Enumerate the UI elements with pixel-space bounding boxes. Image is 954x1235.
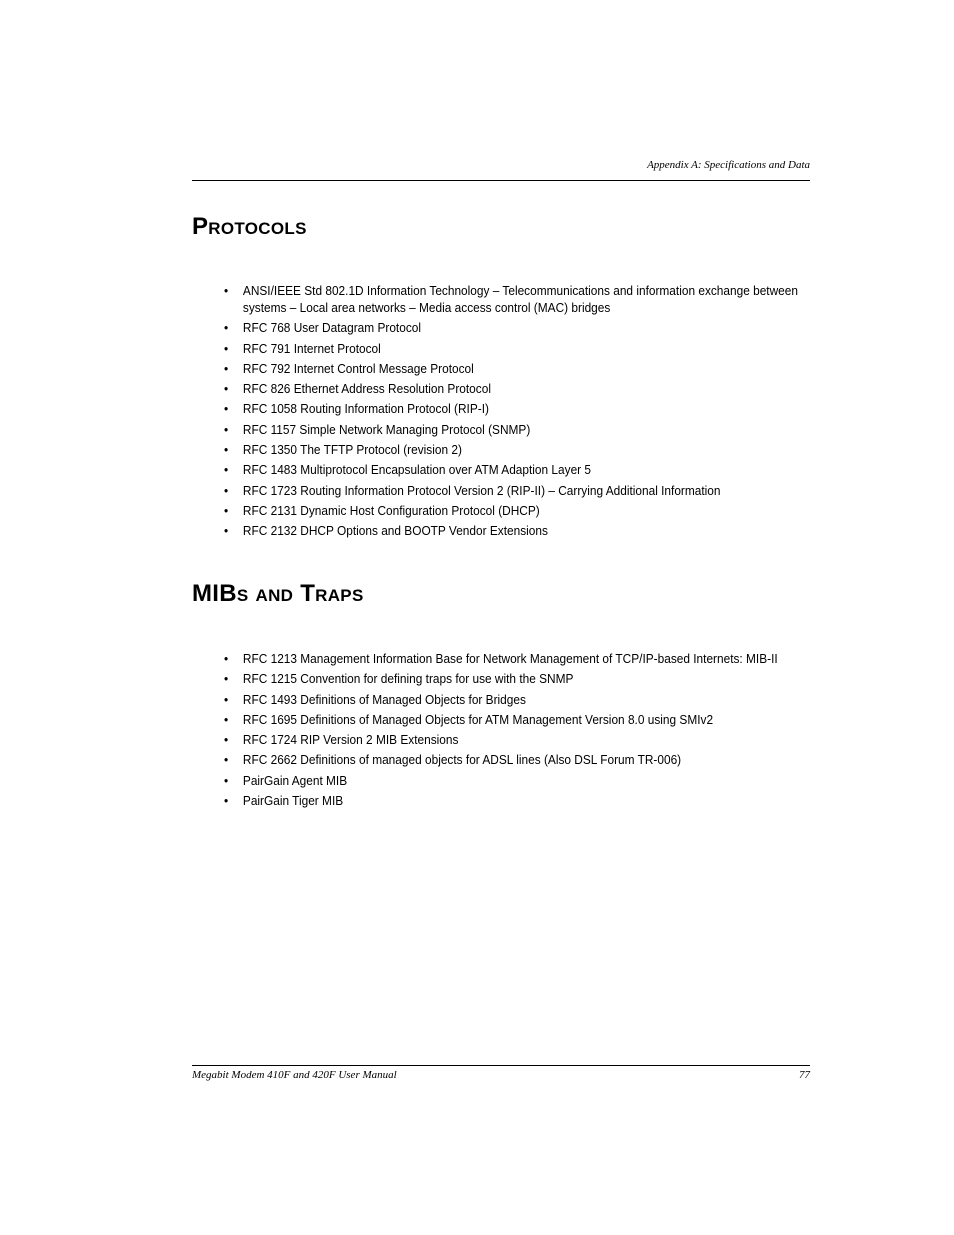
list-item-text: RFC 1723 Routing Information Protocol Version 2 (RIP-II) – Carrying Additional Information bbox=[242, 482, 721, 498]
list-item-text: RFC 2132 DHCP Options and BOOTP Vendor Extensions bbox=[242, 523, 548, 539]
list-item bbox=[224, 380, 809, 397]
bullet-icon: • bbox=[224, 401, 229, 417]
list-item-text: RFC 2662 Definitions of managed objects for ADSL lines (Also DSL Forum TR-006) bbox=[242, 752, 682, 768]
list-item-text: PairGain Agent MIB bbox=[242, 772, 348, 788]
list-item-text: PairGain Tiger MIB bbox=[242, 793, 344, 809]
list-item-text: RFC 2131 Dynamic Host Configuration Protocol (DHCP) bbox=[242, 502, 540, 518]
running-header: Appendix A: Specifications and Data bbox=[647, 159, 810, 171]
list-item-text: RFC 1493 Definitions of Managed Objects for Bridges bbox=[242, 691, 526, 707]
list-item-text: RFC 826 Ethernet Address Resolution Protocol bbox=[242, 381, 491, 397]
bullet-icon: • bbox=[224, 442, 229, 458]
list-item-text: RFC 1483 Multiprotocol Encapsulation over ATM Adaption Layer 5 bbox=[242, 462, 592, 478]
list-item-text: RFC 792 Internet Control Message Protocol bbox=[242, 360, 474, 376]
list-item bbox=[224, 731, 809, 748]
list-item bbox=[224, 650, 809, 667]
list-item bbox=[224, 360, 809, 377]
section-title-mibs-and-traps: MIBs and Traps bbox=[192, 580, 364, 607]
list-item bbox=[224, 522, 809, 539]
header-divider bbox=[192, 180, 810, 181]
list-item-text: RFC 768 User Datagram Protocol bbox=[242, 320, 422, 336]
bullet-icon: • bbox=[224, 360, 229, 376]
list-item-text: RFC 791 Internet Protocol bbox=[242, 340, 381, 356]
bullet-icon: • bbox=[224, 283, 229, 298]
bullet-icon: • bbox=[224, 752, 229, 768]
footer-divider bbox=[192, 1065, 810, 1066]
list-item-text: RFC 1213 Management Information Base for Network Management of TCP/IP-based Internets: MIB-II bbox=[242, 651, 778, 666]
bullet-icon: • bbox=[224, 691, 229, 707]
section-title-protocols: Protocols bbox=[192, 213, 307, 240]
bullet-icon: • bbox=[224, 421, 229, 437]
list-item bbox=[224, 711, 809, 728]
mibs-list bbox=[224, 650, 809, 812]
list-item bbox=[224, 421, 809, 438]
bullet-icon: • bbox=[224, 772, 229, 788]
list-item bbox=[224, 502, 809, 519]
bullet-icon: • bbox=[224, 671, 229, 687]
list-item bbox=[224, 792, 809, 809]
bullet-icon: • bbox=[224, 651, 229, 666]
list-item-text: RFC 1724 RIP Version 2 MIB Extensions bbox=[242, 732, 459, 748]
bullet-icon: • bbox=[224, 502, 229, 518]
list-item bbox=[224, 691, 809, 708]
list-item-text: RFC 1350 The TFTP Protocol (revision 2) bbox=[242, 442, 462, 458]
list-item bbox=[224, 772, 809, 789]
list-item-text: RFC 1215 Convention for defining traps for use with the SNMP bbox=[242, 671, 574, 687]
list-item-text: ANSI/IEEE Std 802.1D Information Technology – Telecommunications and information exchange between systems – Local area networks – Media access control (MAC) bridges bbox=[242, 283, 798, 315]
protocols-list bbox=[224, 282, 809, 543]
bullet-icon: • bbox=[224, 462, 229, 478]
list-item bbox=[224, 441, 809, 458]
bullet-icon: • bbox=[224, 523, 229, 539]
list-item bbox=[224, 282, 809, 316]
list-item bbox=[224, 340, 809, 357]
list-item bbox=[224, 751, 809, 768]
footer-manual-title: Megabit Modem 410F and 420F User Manual bbox=[192, 1069, 397, 1081]
list-item bbox=[224, 461, 809, 478]
list-item bbox=[224, 319, 809, 336]
bullet-icon: • bbox=[224, 320, 229, 336]
bullet-icon: • bbox=[224, 482, 229, 498]
page-number: 77 bbox=[799, 1069, 810, 1081]
list-item-text: RFC 1695 Definitions of Managed Objects for ATM Management Version 8.0 using SMIv2 bbox=[242, 711, 714, 727]
list-item bbox=[224, 400, 809, 417]
list-item bbox=[224, 482, 809, 499]
bullet-icon: • bbox=[224, 793, 229, 809]
list-item-text: RFC 1157 Simple Network Managing Protocol (SNMP) bbox=[242, 421, 531, 437]
list-item bbox=[224, 670, 809, 687]
bullet-icon: • bbox=[224, 340, 229, 356]
bullet-icon: • bbox=[224, 381, 229, 397]
bullet-icon: • bbox=[224, 711, 229, 727]
bullet-icon: • bbox=[224, 732, 229, 748]
list-item-text: RFC 1058 Routing Information Protocol (RIP-I) bbox=[242, 401, 489, 417]
